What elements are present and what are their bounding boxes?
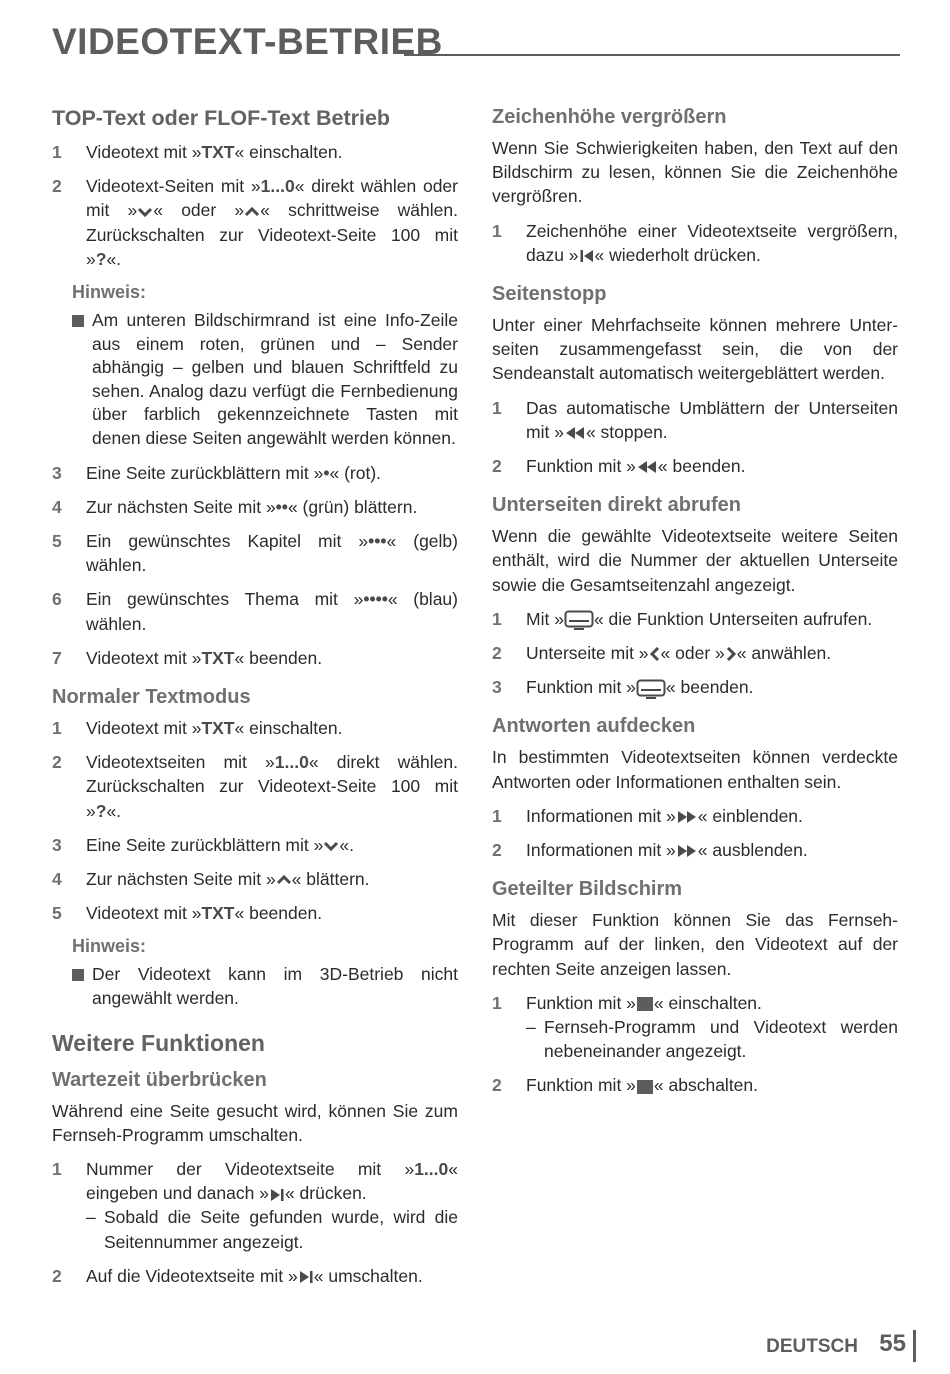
step-text: Funktion mit » [526,456,636,477]
sub-text: Fernseh-Programm und Videotext werden nebeneinander angezeigt. [544,1017,898,1062]
chevron-up-icon [244,206,260,218]
step-text: Funktion mit » [526,992,636,1013]
step-number: 2 [52,752,62,773]
title-rule [404,54,900,56]
note-label: Hinweis: [72,282,147,303]
step-text: « abschalten. [653,1075,759,1096]
step-text: « blättern. [291,869,370,890]
step-text: « (grün) blättern. [287,496,418,517]
step-text: Ein gewünschtes Kapitel mit » [86,530,369,551]
paragraph: Wenn die gewählte Videotextseite weitere Seiten enthält, wird die Nummer der aktuellen Unterseite sowie die Gesamtseitenzahl angezeigt. [492,526,898,595]
step-number: 1 [492,220,502,241]
sub-item: – Sobald die Seite gefunden wurde, wird die Seitennummer angezeigt. [86,1207,458,1252]
rewind-icon [564,425,586,441]
step-text: Mit » [526,608,564,629]
paragraph: Wenn Sie Schwierigkeiten haben, den Text auf den Bildschirm zu lesen, können Sie die Zeichenhöhe vergrößren. [492,138,898,207]
step-text: Ein gewünschtes Thema mit » [86,589,364,610]
key-label: TXT [201,718,235,738]
step-number: 2 [492,840,502,861]
section-heading-zoom: Zeichenhöhe vergrößern [492,106,727,128]
key-label: • [323,462,330,483]
paragraph: Unter einer Mehrfachseite können mehrere Unter- seiten zusammengefasst sein, die von der Sendeanstalt automatisch weitergeblättert werden. [492,315,898,384]
key-label: •• [275,496,288,517]
key-label: ••• [368,530,387,551]
list-item [52,495,458,519]
list-item [52,867,458,891]
section-heading-top-text: TOP-Text oder FLOF-Text Betrieb [52,106,391,130]
step-text: « wiederholt drücken. [594,244,761,265]
stop-square-icon [636,1079,654,1095]
step-text: « (gelb) wählen. [86,530,458,576]
sub-text: Sobald die Seite gefunden wurde, wird die Seitennummer angezeigt. [104,1207,458,1252]
list-item [492,607,898,631]
skip-next-icon [269,1187,285,1203]
chevron-up-icon [276,874,292,886]
list-item [492,454,898,478]
step-text: «. [339,834,354,855]
step-number: 5 [52,530,62,551]
step-text: « einschalten. [234,142,343,162]
footer-bar [913,1330,916,1362]
step-text: « ausblenden. [697,840,808,861]
step-text: « umschalten. [313,1265,423,1286]
note-item [72,309,458,451]
list-item [492,675,898,699]
step-number: 1 [492,608,502,629]
step-text: Das automatische Umblättern der Unterseiten mit » [526,397,898,442]
bullet-square-icon [72,969,84,981]
step-text: Videotextseiten mit » [86,752,275,773]
step-text: Nummer der Videotextseite mit » [86,1159,415,1180]
section-heading-normal-text: Normaler Textmodus [52,686,251,708]
list-item [52,140,458,164]
key-label: ? [95,800,107,821]
list-item [52,529,458,577]
step-text: « einschalten. [234,718,343,738]
rewind-icon [636,459,658,475]
step-number: 7 [52,647,62,668]
step-text: « beenden. [657,456,746,477]
section-heading-subpages: Unterseiten direkt abrufen [492,494,741,517]
step-text: «. [106,248,122,269]
step-text: « (rot). [329,462,382,483]
list-item [492,219,898,267]
step-text: « beenden. [234,903,323,924]
step-text: « die Funktion Unterseiten aufrufen. [593,608,873,629]
step-text: « einblenden. [697,805,803,826]
step-text: « schrittweise wählen. Zurückschalten zur Videotext-Seite 100 mit » [86,200,458,269]
section-heading-wait: Wartezeit überbrücken [52,1068,267,1091]
key-label: TXT [201,647,235,668]
step-number: 4 [52,496,62,517]
key-label: 1...0 [260,176,295,197]
page-number: 55 [879,1330,906,1357]
step-number: 1 [492,397,502,418]
key-label: TXT [201,142,235,162]
skip-back-icon [579,248,595,264]
section-heading-further-functions: Weitere Funktionen [52,1029,265,1056]
footer-language: DEUTSCH [766,1336,858,1357]
step-number: 2 [492,456,502,477]
step-text: Funktion mit » [526,677,636,698]
step-number: 5 [52,903,62,924]
note-text: Am unteren Bildschirmrand ist eine Info-Zeile aus einem roten, grünen und – Sender abhängig – gelben und blauen Schriftfeld zu sehen. Analog dazu verfügt die Fernbedienung über farblich gekennzeichnete Tasten mit denen diese Seiten angewählt werden können. [92,310,458,448]
step-number: 4 [52,869,62,890]
chevron-down-icon [137,206,153,218]
step-number: 1 [492,805,502,826]
sub-item: – Fernseh-Programm und Videotext werden nebeneinander angezeigt. [526,1017,898,1062]
step-text: « stoppen. [585,421,668,442]
step-number: 2 [492,643,502,664]
list-item [52,716,458,740]
list-item [52,646,458,670]
chevron-left-icon [649,646,661,662]
step-text: « einschalten. [653,992,762,1013]
step-number: 2 [492,1075,502,1096]
step-number: 2 [52,176,62,197]
list-item [52,587,458,635]
subpage-screen-icon [564,610,594,630]
step-text: Unterseite mit » [526,643,649,664]
section-heading-split-screen: Geteilter Bildschirm [492,878,683,901]
left-column [52,104,458,1298]
step-text: Funktion mit » [526,1075,636,1096]
step-number: 1 [492,992,502,1013]
list-item [52,461,458,485]
step-number: 3 [52,834,62,855]
step-text: « (blau) wählen. [86,589,458,634]
step-text: Zur nächsten Seite mit » [86,869,276,890]
note-label: Hinweis: [72,936,147,957]
list-item [492,804,898,828]
page-title: VIDEOTEXT-BETRIEB [52,21,443,62]
key-label: ? [95,248,107,269]
step-text: Videotext mit » [86,142,202,162]
list-item [492,641,898,665]
stop-square-icon [636,996,654,1012]
step-number: 1 [52,1159,62,1180]
list-item [52,1157,458,1254]
list-item [492,1073,898,1097]
key-label: TXT [201,903,235,924]
list-item [52,1264,458,1288]
list-item [52,750,458,823]
paragraph: In bestimmten Videotextseiten können verdeckte Antworten oder Informationen enthalten sein. [492,747,898,792]
step-text: « eingeben und danach » [86,1159,458,1204]
bullet-square-icon [72,315,84,327]
step-text: Informationen mit » [526,805,676,826]
step-text: « direkt wählen oder mit » [86,176,458,221]
step-number: 1 [52,142,62,162]
step-number: 3 [52,462,62,483]
list-item [52,901,458,925]
chevron-right-icon [725,646,737,662]
step-text: Zur nächsten Seite mit » [86,496,276,517]
step-text: Videotext mit » [86,718,202,738]
right-column [492,104,898,1108]
list-item [492,396,898,444]
list-item [52,833,458,857]
step-text: Videotext mit » [86,647,202,668]
note-item [72,963,458,1010]
key-label: •••• [363,589,388,610]
step-text: « drücken. [284,1183,367,1204]
step-text: «. [106,800,122,821]
step-text: « beenden. [665,677,754,698]
chevron-down-icon [323,840,339,852]
section-heading-page-stop: Seitenstopp [492,283,607,306]
step-text: Auf die Videotextseite mit » [86,1265,298,1286]
paragraph: Mit dieser Funktion können Sie das Fernseh-Programm auf der linken, den Videotext auf der rechten Seite anzeigen lassen. [492,910,898,979]
list-item [492,838,898,862]
step-text: Zeichenhöhe einer Videotextseite vergrößern, dazu » [526,220,898,265]
note-text: Der Videotext kann im 3D-Betrieb nicht angewählt werden. [92,964,458,1009]
step-number: 1 [52,718,62,738]
step-text: Informationen mit » [526,840,676,861]
step-number: 6 [52,589,62,610]
step-text: « oder » [153,200,245,221]
section-heading-reveal: Antworten aufdecken [492,715,696,738]
fast-forward-icon [676,843,698,859]
step-text: Eine Seite zurückblättern mit » [86,462,324,483]
skip-next-icon [298,1269,314,1285]
step-text: « oder » [660,643,725,664]
key-label: 1...0 [414,1159,449,1180]
step-text: « beenden. [234,647,323,668]
step-text: « direkt wählen. Zurückschalten zur Videotext-Seite 100 mit » [86,752,458,821]
subpage-screen-icon [636,679,666,699]
step-text: Videotext-Seiten mit » [86,176,261,197]
step-text: Videotext mit » [86,903,202,924]
step-text: Eine Seite zurückblättern mit » [86,834,324,855]
step-text: « anwählen. [736,643,832,664]
step-number: 2 [52,1265,62,1286]
page-header [52,22,900,62]
list-item [492,991,898,1064]
paragraph: Während eine Seite gesucht wird, können Sie zum Fernseh-Programm umschalten. [52,1100,458,1145]
key-label: 1...0 [274,752,309,773]
step-number: 3 [492,677,502,698]
fast-forward-icon [676,809,698,825]
list-item [52,174,458,271]
